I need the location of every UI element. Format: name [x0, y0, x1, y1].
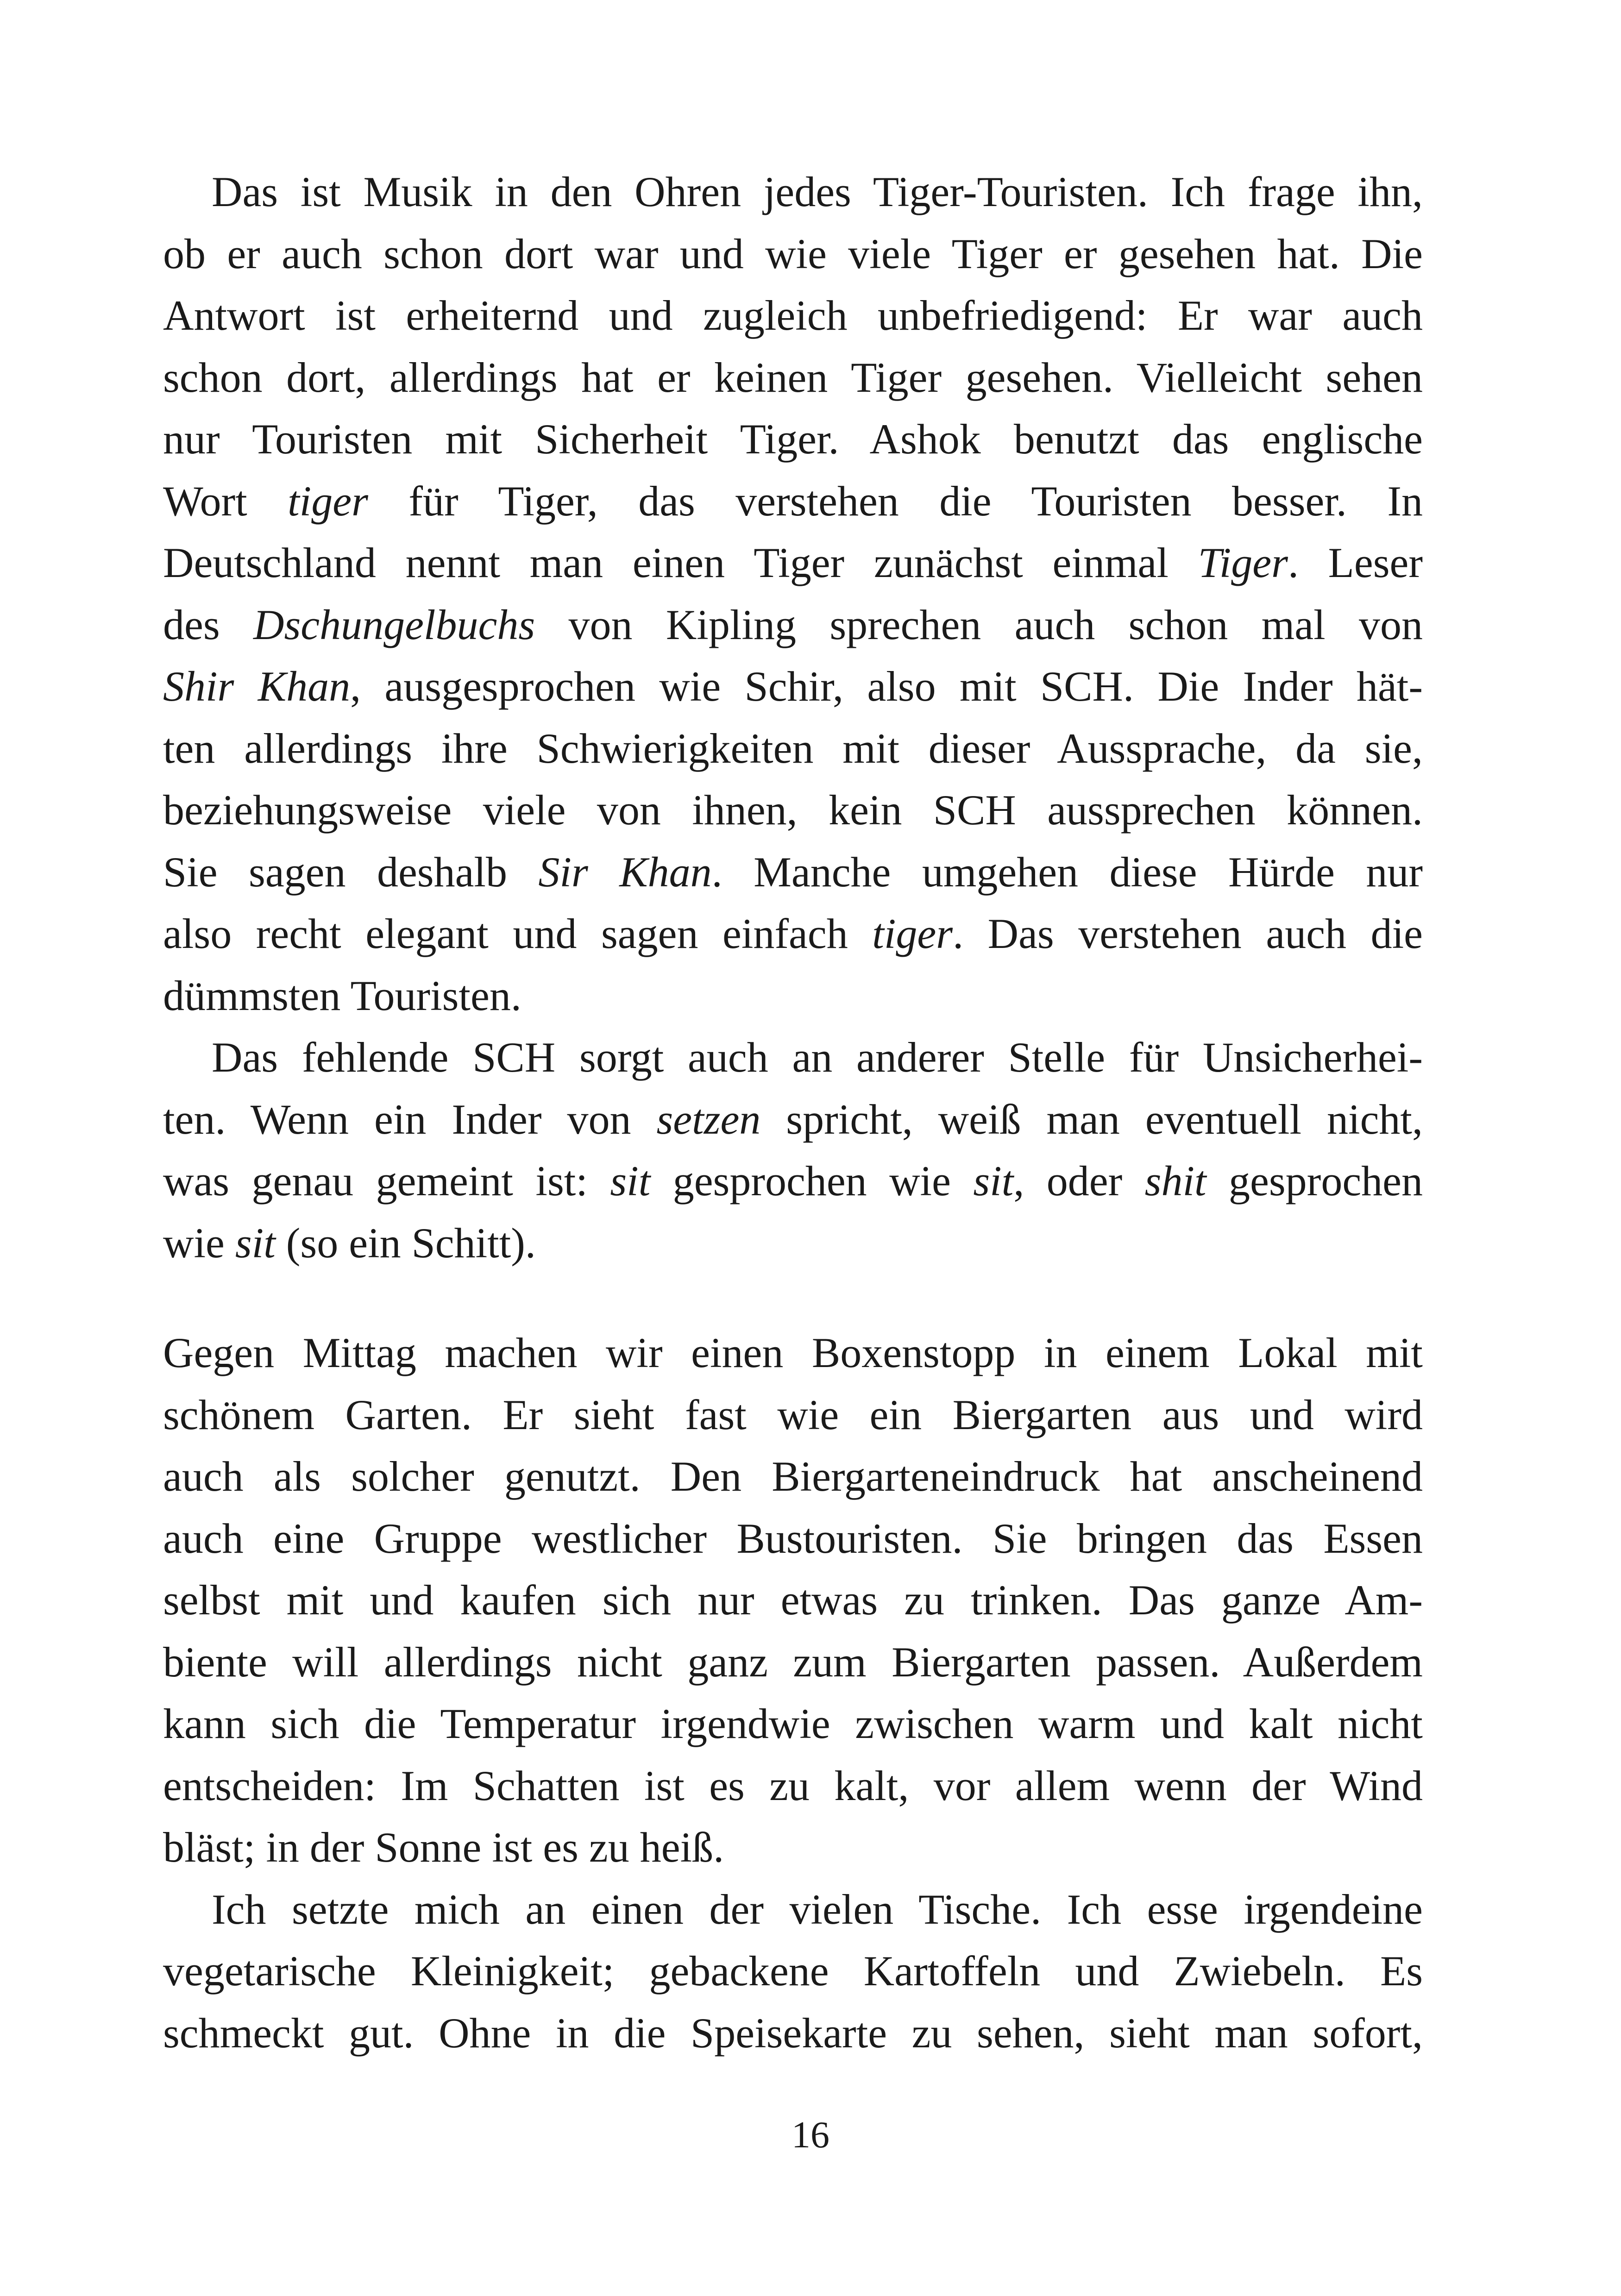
text-run: von Kipling sprechen auch schon mal von [535, 601, 1423, 648]
text-line [163, 841, 1423, 903]
text-line [163, 470, 1423, 533]
text-run: ten. Wenn ein Inder von [163, 1095, 657, 1143]
text-run: entscheiden: Im Schatten ist es zu kalt, vor allem wenn der Wind [163, 1762, 1423, 1809]
text-run: selbst mit und kaufen sich nur etwas zu trinken. Das ganze Am- [163, 1576, 1423, 1624]
text-run: spricht, weiß man eventuell nicht, [760, 1095, 1423, 1143]
text-line [163, 2002, 1423, 2064]
text-run: , ausgesprochen wie Schir, also mit SCH. Die Inder hät- [350, 663, 1423, 710]
text-run: nur Touristen mit Sicherheit Tiger. Ashok benutzt das englische [163, 415, 1423, 463]
paragraph [163, 161, 1423, 1027]
italic-text: Dschungelbuchs [253, 601, 535, 648]
page-number: 16 [792, 2114, 829, 2156]
text-line [163, 1817, 1423, 1879]
text-line [163, 161, 1423, 223]
text-run: . Leser [1288, 539, 1423, 586]
text-line [163, 1569, 1423, 1631]
text-run: wie [163, 1219, 235, 1267]
text-run: Gegen Mittag machen wir einen Boxenstopp in einem Lokal mit [163, 1329, 1423, 1376]
text-run: Sie sagen deshalb [163, 848, 539, 896]
text-line [163, 1089, 1423, 1151]
text-run: Ich setzte mich an einen der vielen Tische. Ich esse irgendeine [212, 1885, 1423, 1933]
italic-text: sit [610, 1157, 651, 1204]
text-run: also recht elegant und sagen einfach [163, 910, 873, 957]
text-run: . Das verstehen auch die [953, 910, 1423, 957]
text-run: (so ein Schitt). [275, 1219, 536, 1267]
text-line [163, 223, 1423, 285]
text-run: bläst; in der Sonne ist es zu heiß. [163, 1824, 724, 1871]
text-run: Wort [163, 477, 288, 525]
text-run: Antwort ist erheiternd und zugleich unbefriedigend: Er war auch [163, 292, 1423, 339]
text-line [163, 1446, 1423, 1508]
italic-text: sit [973, 1157, 1014, 1204]
text-run: schönem Garten. Er sieht fast wie ein Biergarten aus und wird [163, 1391, 1423, 1438]
italic-text: shit [1144, 1157, 1206, 1204]
italic-text: Shir Khan [163, 663, 351, 710]
paragraph [163, 1322, 1423, 1879]
text-run: auch als solcher genutzt. Den Biergarteneindruck hat anscheinend [163, 1453, 1423, 1500]
italic-text: sit [235, 1219, 276, 1267]
text-run: gesprochen wie [650, 1157, 974, 1204]
text-line [163, 656, 1423, 718]
text-line [163, 1150, 1423, 1212]
text-run: beziehungsweise viele von ihnen, kein SCH aussprechen können. [163, 786, 1423, 834]
text-run: Das fehlende SCH sorgt auch an anderer Stelle für Unsicherhei- [212, 1034, 1423, 1081]
text-run: kann sich die Temperatur irgendwie zwischen warm und kalt nicht [163, 1700, 1423, 1747]
text-line [163, 347, 1423, 409]
text-line [163, 1879, 1423, 1941]
paragraph [163, 1879, 1423, 2064]
text-line [163, 1940, 1423, 2002]
text-line [163, 965, 1423, 1027]
text-run: schmeckt gut. Ohne in die Speisekarte zu sehen, sieht man sofort, [163, 2009, 1423, 2057]
text-run: schon dort, allerdings hat er keinen Tiger gesehen. Vielleicht sehen [163, 353, 1423, 401]
text-run: vegetarische Kleinigkeit; gebackene Kartoffeln und Zwiebeln. Es [163, 1947, 1423, 1995]
text-block-2 [163, 1322, 1423, 2064]
text-line [163, 1508, 1423, 1570]
text-run: dümmsten Touristen. [163, 972, 521, 1019]
text-line [163, 1384, 1423, 1446]
text-line [163, 408, 1423, 470]
text-line [163, 532, 1423, 594]
text-run: für Tiger, das verstehen die Touristen besser. In [368, 477, 1423, 525]
text-line [163, 1755, 1423, 1817]
text-run: , oder [1013, 1157, 1145, 1204]
text-run: gesprochen [1206, 1157, 1423, 1204]
text-line [163, 1027, 1423, 1089]
text-line [163, 285, 1423, 347]
text-run: auch eine Gruppe westlicher Bustouristen. Sie bringen das Essen [163, 1514, 1423, 1562]
text-run: Deutschland nennt man einen Tiger zunächst einmal [163, 539, 1198, 586]
text-line [163, 903, 1423, 965]
text-run: Das ist Musik in den Ohren jedes Tiger-Touristen. Ich frage ihn, [212, 168, 1423, 215]
italic-text: Tiger [1198, 539, 1288, 586]
text-run: des [163, 601, 254, 648]
text-line [163, 1631, 1423, 1694]
italic-text: tiger [872, 910, 953, 957]
text-run: biente will allerdings nicht ganz zum Biergarten passen. Außerdem [163, 1638, 1423, 1686]
paragraph [163, 1027, 1423, 1274]
text-line [163, 1212, 1423, 1274]
text-line [163, 779, 1423, 841]
text-block-1 [163, 161, 1423, 1274]
italic-text: setzen [656, 1095, 761, 1143]
text-run: ob er auch schon dort war und wie viele Tiger er gesehen hat. Die [163, 230, 1423, 277]
text-run: was genau gemeint ist: [163, 1157, 610, 1204]
text-run: ten allerdings ihre Schwierigkeiten mit dieser Aussprache, da sie, [163, 724, 1423, 772]
text-line [163, 1322, 1423, 1384]
text-line [163, 1693, 1423, 1755]
text-run: . Manche umgehen diese Hürde nur [711, 848, 1423, 896]
italic-text: tiger [288, 477, 368, 525]
text-line [163, 594, 1423, 656]
italic-text: Sir Khan [538, 848, 712, 896]
text-line [163, 718, 1423, 780]
